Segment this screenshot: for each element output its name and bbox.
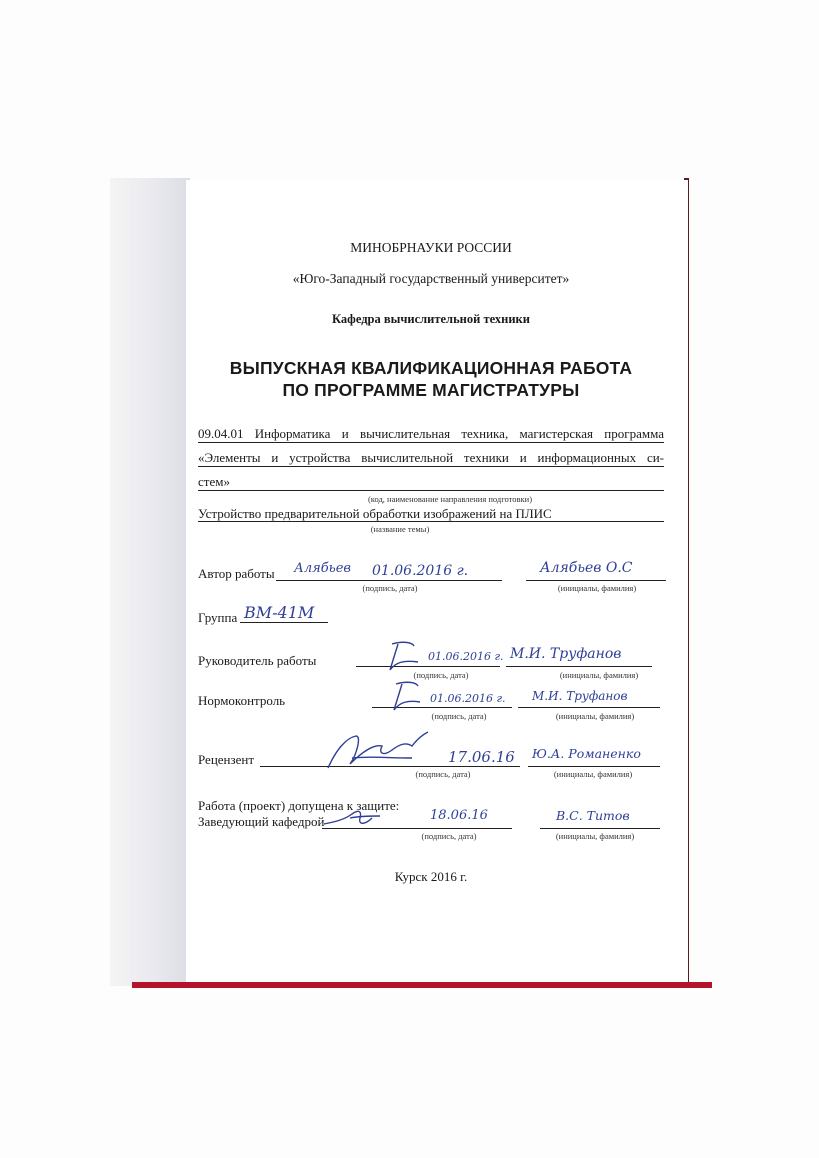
supervisor-signature — [378, 640, 422, 674]
page-fold-shadow — [110, 178, 190, 986]
head-name: В.С. Титов — [556, 808, 630, 823]
reviewer-date: 17.06.16 — [448, 748, 515, 766]
author-sig-caption: (подпись, дата) — [362, 583, 418, 593]
program-underline-2 — [198, 466, 664, 467]
document-title-line-2: ПО ПРОГРАММЕ МАГИСТРАТУРЫ — [282, 380, 580, 400]
reviewer-label: Рецензент — [198, 752, 255, 767]
document-title-line-1: ВЫПУСКНАЯ КВАЛИФИКАЦИОННАЯ РАБОТА — [229, 358, 633, 378]
author-name: Алябьев О.С — [540, 560, 633, 576]
department-name: Кафедра вычислительной техники — [332, 312, 530, 326]
topic-text: Устройство предварительной обработки изображений на ПЛИС — [198, 506, 552, 521]
head-date: 18.06.16 — [430, 808, 488, 823]
normcontrol-date: 01.06.2016 г. — [430, 692, 506, 705]
author-date: 01.06.2016 г. — [372, 563, 469, 579]
city-and-year: Курск 2016 г. — [394, 869, 468, 884]
program-underline-1 — [198, 442, 664, 443]
head-name-line — [540, 828, 660, 829]
head-of-department-signature — [322, 804, 382, 834]
program-caption: (код, наименование направления подготовки) — [367, 494, 533, 504]
group-label: Группа — [198, 610, 238, 625]
topic-caption: (название темы) — [370, 524, 430, 534]
topic-underline — [198, 521, 664, 522]
supervisor-name-caption: (инициалы, фамилия) — [559, 670, 639, 680]
author-name-line — [526, 580, 666, 581]
reviewer-name-caption: (инициалы, фамилия) — [553, 769, 633, 779]
admission-statement: Работа (проект) допущена к защите: — [198, 798, 400, 813]
program-line-3: стем» — [198, 474, 230, 489]
head-name-caption: (инициалы, фамилия) — [555, 831, 635, 841]
group-value: ВМ-41М — [244, 603, 315, 622]
binding-cover-edge — [132, 982, 712, 988]
supervisor-name-line — [506, 666, 652, 667]
normcontrol-name-caption: (инициалы, фамилия) — [555, 711, 635, 721]
normcontrol-name: М.И. Труфанов — [532, 689, 628, 703]
supervisor-sig-caption: (подпись, дата) — [413, 670, 469, 680]
normcontrol-name-line — [518, 707, 660, 708]
author-label: Автор работы — [198, 566, 275, 581]
author-name-caption: (инициалы, фамилия) — [557, 583, 637, 593]
reviewer-name: Ю.А. Романенко — [532, 746, 641, 761]
normcontrol-label: Нормоконтроль — [198, 693, 286, 708]
normcontrol-signature — [384, 680, 424, 714]
author-signature: Алябьев — [294, 561, 352, 576]
supervisor-label: Руководитель работы — [198, 653, 317, 668]
reviewer-name-line — [528, 766, 660, 767]
group-line — [240, 622, 328, 623]
supervisor-name: М.И. Труфанов — [510, 646, 622, 662]
author-sign-line — [276, 580, 502, 581]
university-name: «Юго-Западный государственный университет» — [292, 271, 570, 286]
normcontrol-sig-caption: (подпись, дата) — [431, 711, 487, 721]
ministry-name: МИНОБРНАУКИ РОССИИ — [350, 240, 512, 255]
supervisor-date: 01.06.2016 г. — [428, 650, 504, 663]
reviewer-sig-caption: (подпись, дата) — [415, 769, 471, 779]
program-line-1: 09.04.01 Информатика и вычислительная техника, магистерская программа — [198, 426, 664, 441]
head-of-department-label: Заведующий кафедрой — [198, 814, 325, 829]
program-underline-3 — [198, 490, 664, 491]
head-sig-caption: (подпись, дата) — [421, 831, 477, 841]
program-line-2: «Элементы и устройства вычислительной техники и информационных си- — [198, 450, 664, 465]
